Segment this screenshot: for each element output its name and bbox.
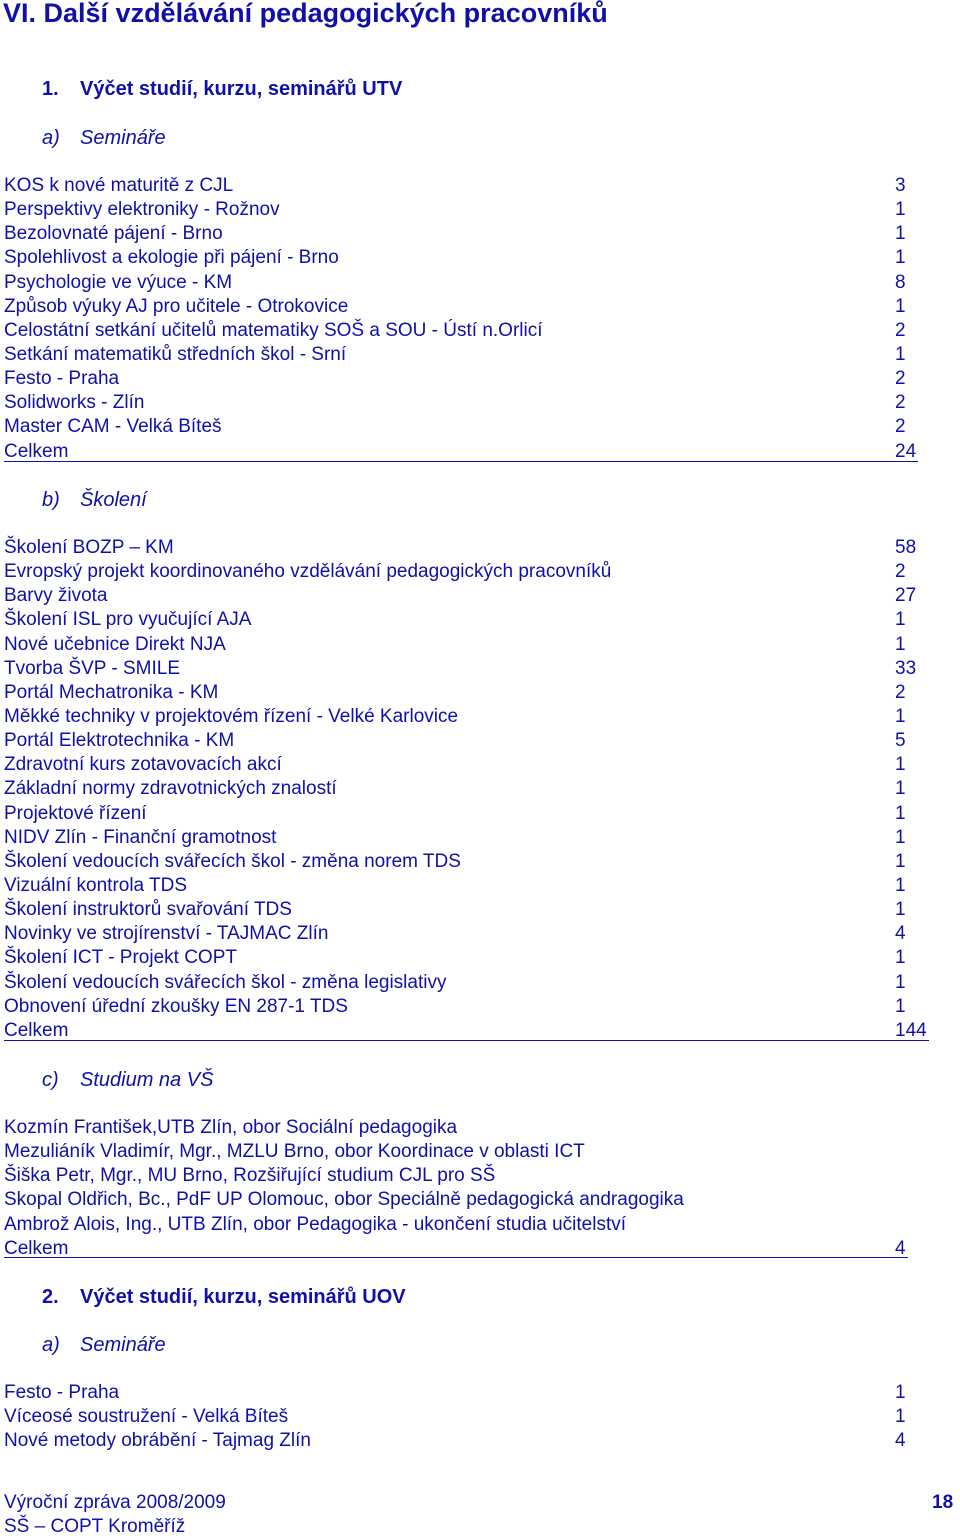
list-item xyxy=(4,874,934,898)
list-item xyxy=(4,633,934,657)
section-1b-list xyxy=(4,536,934,1043)
list-item xyxy=(4,1116,914,1140)
total-count: 4 xyxy=(895,1237,906,1259)
item-label: Šiška Petr, Mgr., MU Brno, Rozšiřující studium CJL pro SŠ xyxy=(4,1165,496,1187)
item-label: Bezolovnaté pájení - Brno xyxy=(4,223,223,245)
section-1b-letter: b) xyxy=(42,489,60,511)
item-label: Festo - Praha xyxy=(4,368,120,390)
item-count: 33 xyxy=(895,657,917,679)
item-label: Školení ICT - Projekt COPT xyxy=(4,947,237,969)
item-count: 2 xyxy=(895,416,906,438)
section-1b-heading xyxy=(42,488,342,512)
item-count: 1 xyxy=(895,802,906,824)
item-count: 4 xyxy=(895,923,906,945)
list-item xyxy=(4,777,934,801)
section-1c-letter: c) xyxy=(42,1069,59,1091)
section-2-number: 2. xyxy=(42,1286,59,1308)
section-1c-total-underline xyxy=(4,1257,908,1258)
item-count: 1 xyxy=(895,899,906,921)
section-1c-list xyxy=(4,1116,914,1261)
section-1b-total-underline xyxy=(4,1040,929,1041)
item-label: Víceosé soustružení - Velká Bíteš xyxy=(4,1406,289,1428)
section-1a-list xyxy=(4,174,917,464)
item-label: Barvy života xyxy=(4,585,108,607)
item-count: 8 xyxy=(895,271,906,293)
list-item xyxy=(4,802,934,826)
list-item xyxy=(4,705,934,729)
page-title: VI. Další vzdělávání pedagogických pracovníků xyxy=(3,0,608,28)
list-item xyxy=(4,536,934,560)
list-item xyxy=(4,560,934,584)
item-count: 1 xyxy=(895,247,906,269)
section-2a-letter: a) xyxy=(42,1334,60,1356)
item-label: Ambrož Alois, Ing., UTB Zlín, obor Pedagogika - ukončení studia učitelství xyxy=(4,1213,627,1235)
item-label: Vizuální kontrola TDS xyxy=(4,874,188,896)
item-count: 1 xyxy=(895,609,906,631)
section-1a-title: Semináře xyxy=(80,127,166,149)
list-item xyxy=(4,1188,914,1212)
section-2a-heading xyxy=(42,1333,342,1357)
list-item xyxy=(4,1381,914,1405)
list-item xyxy=(4,971,934,995)
list-item xyxy=(4,995,934,1019)
item-count: 2 xyxy=(895,392,906,414)
list-item xyxy=(4,367,914,391)
item-label: Obnovení úřední zkoušky EN 287-1 TDS xyxy=(4,995,348,1017)
total-count: 24 xyxy=(895,440,917,462)
item-count: 1 xyxy=(895,223,906,245)
list-item xyxy=(4,295,914,319)
item-label: Základní normy zdravotnických znalostí xyxy=(4,778,337,800)
item-label: Způsob výuky AJ pro učitele - Otrokovice xyxy=(4,295,349,317)
item-label: NIDV Zlín - Finanční gramotnost xyxy=(4,826,277,848)
item-count: 1 xyxy=(895,295,906,317)
item-label: Perspektivy elektroniky - Rožnov xyxy=(4,199,280,221)
list-item xyxy=(4,246,914,270)
item-count: 4 xyxy=(895,1430,906,1452)
item-count: 27 xyxy=(895,585,917,607)
item-count: 1 xyxy=(895,1382,906,1403)
item-count: 1 xyxy=(895,343,906,365)
item-count: 2 xyxy=(895,319,906,341)
item-label: Solidworks - Zlín xyxy=(4,392,145,414)
item-label: KOS k nové maturitě z CJL xyxy=(4,175,234,196)
item-count: 1 xyxy=(895,947,906,969)
item-count: 2 xyxy=(895,681,906,703)
item-label: Měkké techniky v projektovém řízení - Velké Karlovice xyxy=(4,705,459,727)
section-1a-letter: a) xyxy=(42,127,60,149)
item-label: Novinky ve strojírenství - TAJMAC Zlín xyxy=(4,923,329,945)
list-item xyxy=(4,1140,914,1164)
footer-report-title: Výroční zpráva 2008/2009 xyxy=(4,1492,226,1513)
item-label: Nové metody obrábění - Tajmag Zlín xyxy=(4,1430,311,1452)
list-item xyxy=(4,271,914,295)
list-item xyxy=(4,681,934,705)
section-1-heading xyxy=(42,77,542,101)
list-item xyxy=(4,753,934,777)
item-count: 1 xyxy=(895,995,906,1017)
list-item xyxy=(4,946,934,970)
section-2a-title: Semináře xyxy=(80,1334,166,1356)
list-item xyxy=(4,222,914,246)
list-item xyxy=(4,319,914,343)
item-label: Zdravotní kurs zotavovacích akcí xyxy=(4,754,282,776)
item-label: Portál Mechatronika - KM xyxy=(4,681,219,703)
item-count: 1 xyxy=(895,971,906,993)
item-label: Školení vedoucích svářecích škol - změna norem TDS xyxy=(4,850,461,872)
list-item xyxy=(4,584,934,608)
total-count: 144 xyxy=(895,1019,927,1041)
item-label: Master CAM - Velká Bíteš xyxy=(4,416,222,438)
item-count: 1 xyxy=(895,754,906,776)
item-count: 1 xyxy=(895,705,906,727)
item-label: Mezuliáník Vladimír, Mgr., MZLU Brno, obor Koordinace v oblasti ICT xyxy=(4,1141,585,1163)
page-number: 18 xyxy=(932,1492,954,1513)
list-item xyxy=(4,1429,914,1453)
footer-school-name: SŠ – COPT Kroměříž xyxy=(4,1516,186,1537)
item-label: Psychologie ve výuce - KM xyxy=(4,271,233,293)
list-item xyxy=(4,922,934,946)
list-item xyxy=(4,198,914,222)
list-item xyxy=(4,608,934,632)
item-label: Tvorba ŠVP - SMILE xyxy=(4,657,180,679)
item-label: Celostátní setkání učitelů matematiky SOŠ a SOU - Ústí n.Orlicí xyxy=(4,319,543,341)
item-label: Kozmín František,UTB Zlín, obor Sociální pedagogika xyxy=(4,1117,458,1138)
section-1-number: 1. xyxy=(42,78,59,100)
section-1b-title: Školení xyxy=(80,489,147,511)
list-item xyxy=(4,898,934,922)
item-count: 1 xyxy=(895,874,906,896)
list-item xyxy=(4,1405,914,1429)
item-label: Školení BOZP – KM xyxy=(4,537,174,558)
item-label: Spolehlivost a ekologie při pájení - Brno xyxy=(4,247,339,269)
section-2a-list xyxy=(4,1381,914,1453)
list-item xyxy=(4,657,934,681)
section-2-title: Výčet studií, kurzu, seminářů UOV xyxy=(80,1286,406,1308)
total-label: Celkem xyxy=(4,1237,69,1259)
list-item xyxy=(4,1213,914,1237)
item-count: 2 xyxy=(895,561,906,583)
item-count: 58 xyxy=(895,537,917,558)
item-label: Nové učebnice Direkt NJA xyxy=(4,633,226,655)
item-count: 1 xyxy=(895,850,906,872)
list-item xyxy=(4,826,934,850)
list-item xyxy=(4,850,934,874)
item-label: Školení instruktorů svařování TDS xyxy=(4,899,292,921)
item-count: 5 xyxy=(895,730,906,752)
total-label: Celkem xyxy=(4,440,69,462)
list-item xyxy=(4,729,934,753)
item-count: 2 xyxy=(895,368,906,390)
item-count: 1 xyxy=(895,778,906,800)
list-item xyxy=(4,1164,914,1188)
item-label: Setkání matematiků středních škol - Srní xyxy=(4,343,347,365)
item-count: 1 xyxy=(895,826,906,848)
item-label: Školení vedoucích svářecích škol - změna legislativy xyxy=(4,971,447,993)
section-1c-heading xyxy=(42,1068,342,1092)
list-item xyxy=(4,343,914,367)
item-count: 1 xyxy=(895,633,906,655)
item-label: Skopal Oldřich, Bc., PdF UP Olomouc, obor Speciálně pedagogická andragogika xyxy=(4,1189,684,1211)
item-count: 1 xyxy=(895,1406,906,1428)
section-2-heading xyxy=(42,1285,542,1309)
section-1c-title: Studium na VŠ xyxy=(80,1069,214,1091)
item-label: Školení ISL pro vyučující AJA xyxy=(4,609,252,631)
item-label: Portál Elektrotechnika - KM xyxy=(4,730,235,752)
section-1a-heading xyxy=(42,126,342,150)
list-item xyxy=(4,415,914,439)
item-label: Evropský projekt koordinovaného vzdělávání pedagogických pracovníků xyxy=(4,561,612,583)
section-1-title: Výčet studií, kurzu, seminářů UTV xyxy=(80,78,403,100)
list-item xyxy=(4,174,914,198)
section-1a-total-underline xyxy=(4,461,918,462)
item-label: Projektové řízení xyxy=(4,802,147,824)
total-label: Celkem xyxy=(4,1019,69,1041)
list-item xyxy=(4,391,914,415)
item-label: Festo - Praha xyxy=(4,1382,120,1403)
item-count: 1 xyxy=(895,199,906,221)
item-count: 3 xyxy=(895,175,906,196)
